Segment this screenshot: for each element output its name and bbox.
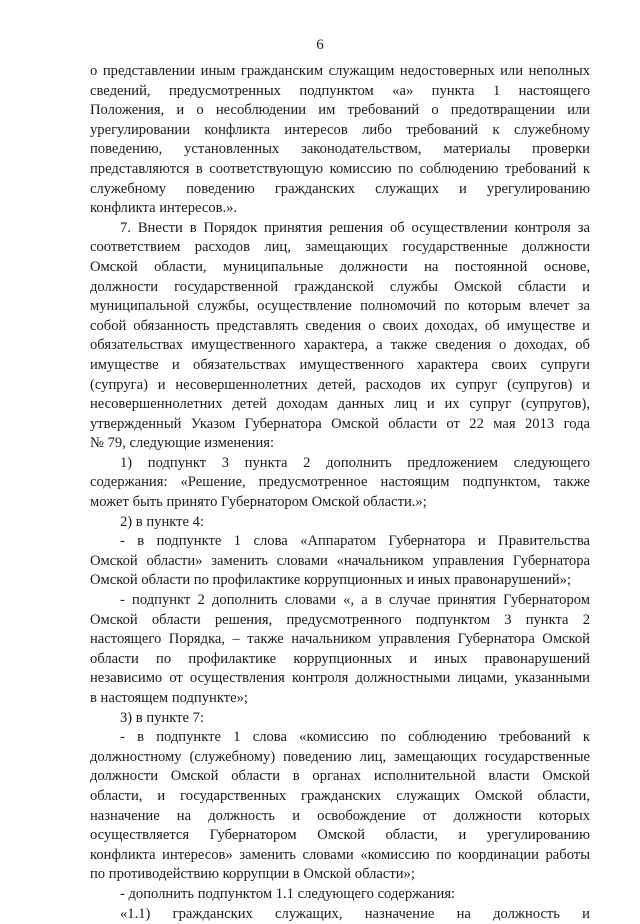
- text-line: (супруга) и несовершеннолетних детей, расходов их супруг (супругов) и: [90, 376, 590, 393]
- document-body: [90, 62, 590, 924]
- text-line: урегулировании конфликта интересов либо требований к служебному: [90, 121, 590, 138]
- text-line: соответствием расходов лиц, замещающих государственные должности: [90, 239, 590, 256]
- text-line: по противодействию коррупции в Омской области»;: [90, 866, 415, 883]
- text-line: собой обязанность представлять сведения о своих доходах, об имуществе и: [90, 317, 590, 334]
- text-line: Омской области решения, предусмотренного подпунктом 3 пункта 2: [90, 611, 590, 628]
- text-line: служебному поведению гражданских служащих и урегулированию: [90, 180, 590, 197]
- text-line: должности государственной гражданской службы Омской сбласти и: [90, 278, 590, 295]
- text-line: может быть принято Губернатором Омской области.»;: [90, 494, 427, 511]
- text-line: 1) подпункт 3 пункта 2 дополнить предложением следующего: [120, 454, 590, 471]
- text-line: Омской области по профилактике коррупционных и иных правонарушений»;: [90, 572, 572, 589]
- text-line: Омской области, муниципальные должности на постоянной основе,: [90, 258, 590, 275]
- text-line: сведений, предусмотренных подпунктом «а» пункта 1 настоящего: [90, 82, 590, 99]
- text-line: независимо от осуществления контроля должностными лицами, указанными: [90, 670, 590, 687]
- text-line: «1.1) гражданских служащих, назначение на должность и: [120, 905, 590, 922]
- text-line: области по профилактике коррупционных и иных правонарушений: [90, 650, 590, 667]
- text-line: Омской области» заменить словами «начальником управления Губернатора: [90, 552, 590, 569]
- text-line: 7. Внести в Порядок принятия решения об осуществлении контроля за: [120, 219, 590, 236]
- text-line: содержания: «Решение, предусмотренное настоящим подпунктом, также: [90, 474, 590, 491]
- text-line: конфликта интересов.».: [90, 200, 238, 217]
- text-line: № 79, следующие изменения:: [90, 435, 275, 452]
- text-line: должности Омской области в органах исполнительной власти Омской: [90, 768, 590, 785]
- text-line: Положения, и о несоблюдении им требований о предотвращении или: [90, 102, 590, 119]
- text-line: - в подпункте 1 слова «комиссию по соблюдению требований к: [120, 729, 590, 746]
- text-line: поведению, установленных законодательством, материалы проверки: [90, 141, 590, 158]
- text-line: настоящего Порядка, – также начальником управления Губернатора Омской: [90, 631, 590, 648]
- text-line: муниципальной службы, осуществление полномочий по которым влечет за: [90, 298, 590, 315]
- text-line: в настоящем подпункте»;: [90, 690, 248, 706]
- text-line: представляются в соответствующую комиссию по соблюдению требований к: [90, 160, 590, 177]
- text-line: - подпункт 2 дополнить словами «, а в случае принятия Губернатором: [120, 592, 590, 609]
- text-line: 3) в пункте 7:: [120, 709, 205, 726]
- text-line: - дополнить подпунктом 1.1 следующего содержания:: [120, 885, 456, 902]
- text-line: - в подпункте 1 слова «Аппаратом Губернатора и Правительства: [120, 533, 590, 550]
- text-line: области, и государственных гражданских служащих Омской области,: [90, 787, 590, 804]
- text-line: назначение на должность и освобождение от должности которых: [90, 807, 590, 824]
- text-line: утвержденный Указом Губернатора Омской области от 22 мая 2013 года: [90, 415, 590, 432]
- text-line: о представлении иным гражданским служащим недостоверных или неполных: [90, 63, 590, 79]
- text-line: осуществляется Губернатором Омской области, и урегулированию: [90, 827, 590, 844]
- text-line: конфликта интересов» заменить словами «комиссию по координации работы: [90, 846, 590, 863]
- text-line: несовершеннолетних детей доходам данных лиц и их супруг (супругов),: [90, 396, 590, 413]
- page-number: 6: [316, 37, 324, 53]
- text-line: имуществе и обязательствах имущественного характера своих супруги: [90, 356, 590, 373]
- text-line: обязательствах имущественного характера, а также сведения о доходах, об: [90, 337, 590, 354]
- text-line: 2) в пункте 4:: [120, 513, 205, 530]
- text-line: должностному (служебному) поведению лиц, замещающих государственные: [90, 748, 590, 765]
